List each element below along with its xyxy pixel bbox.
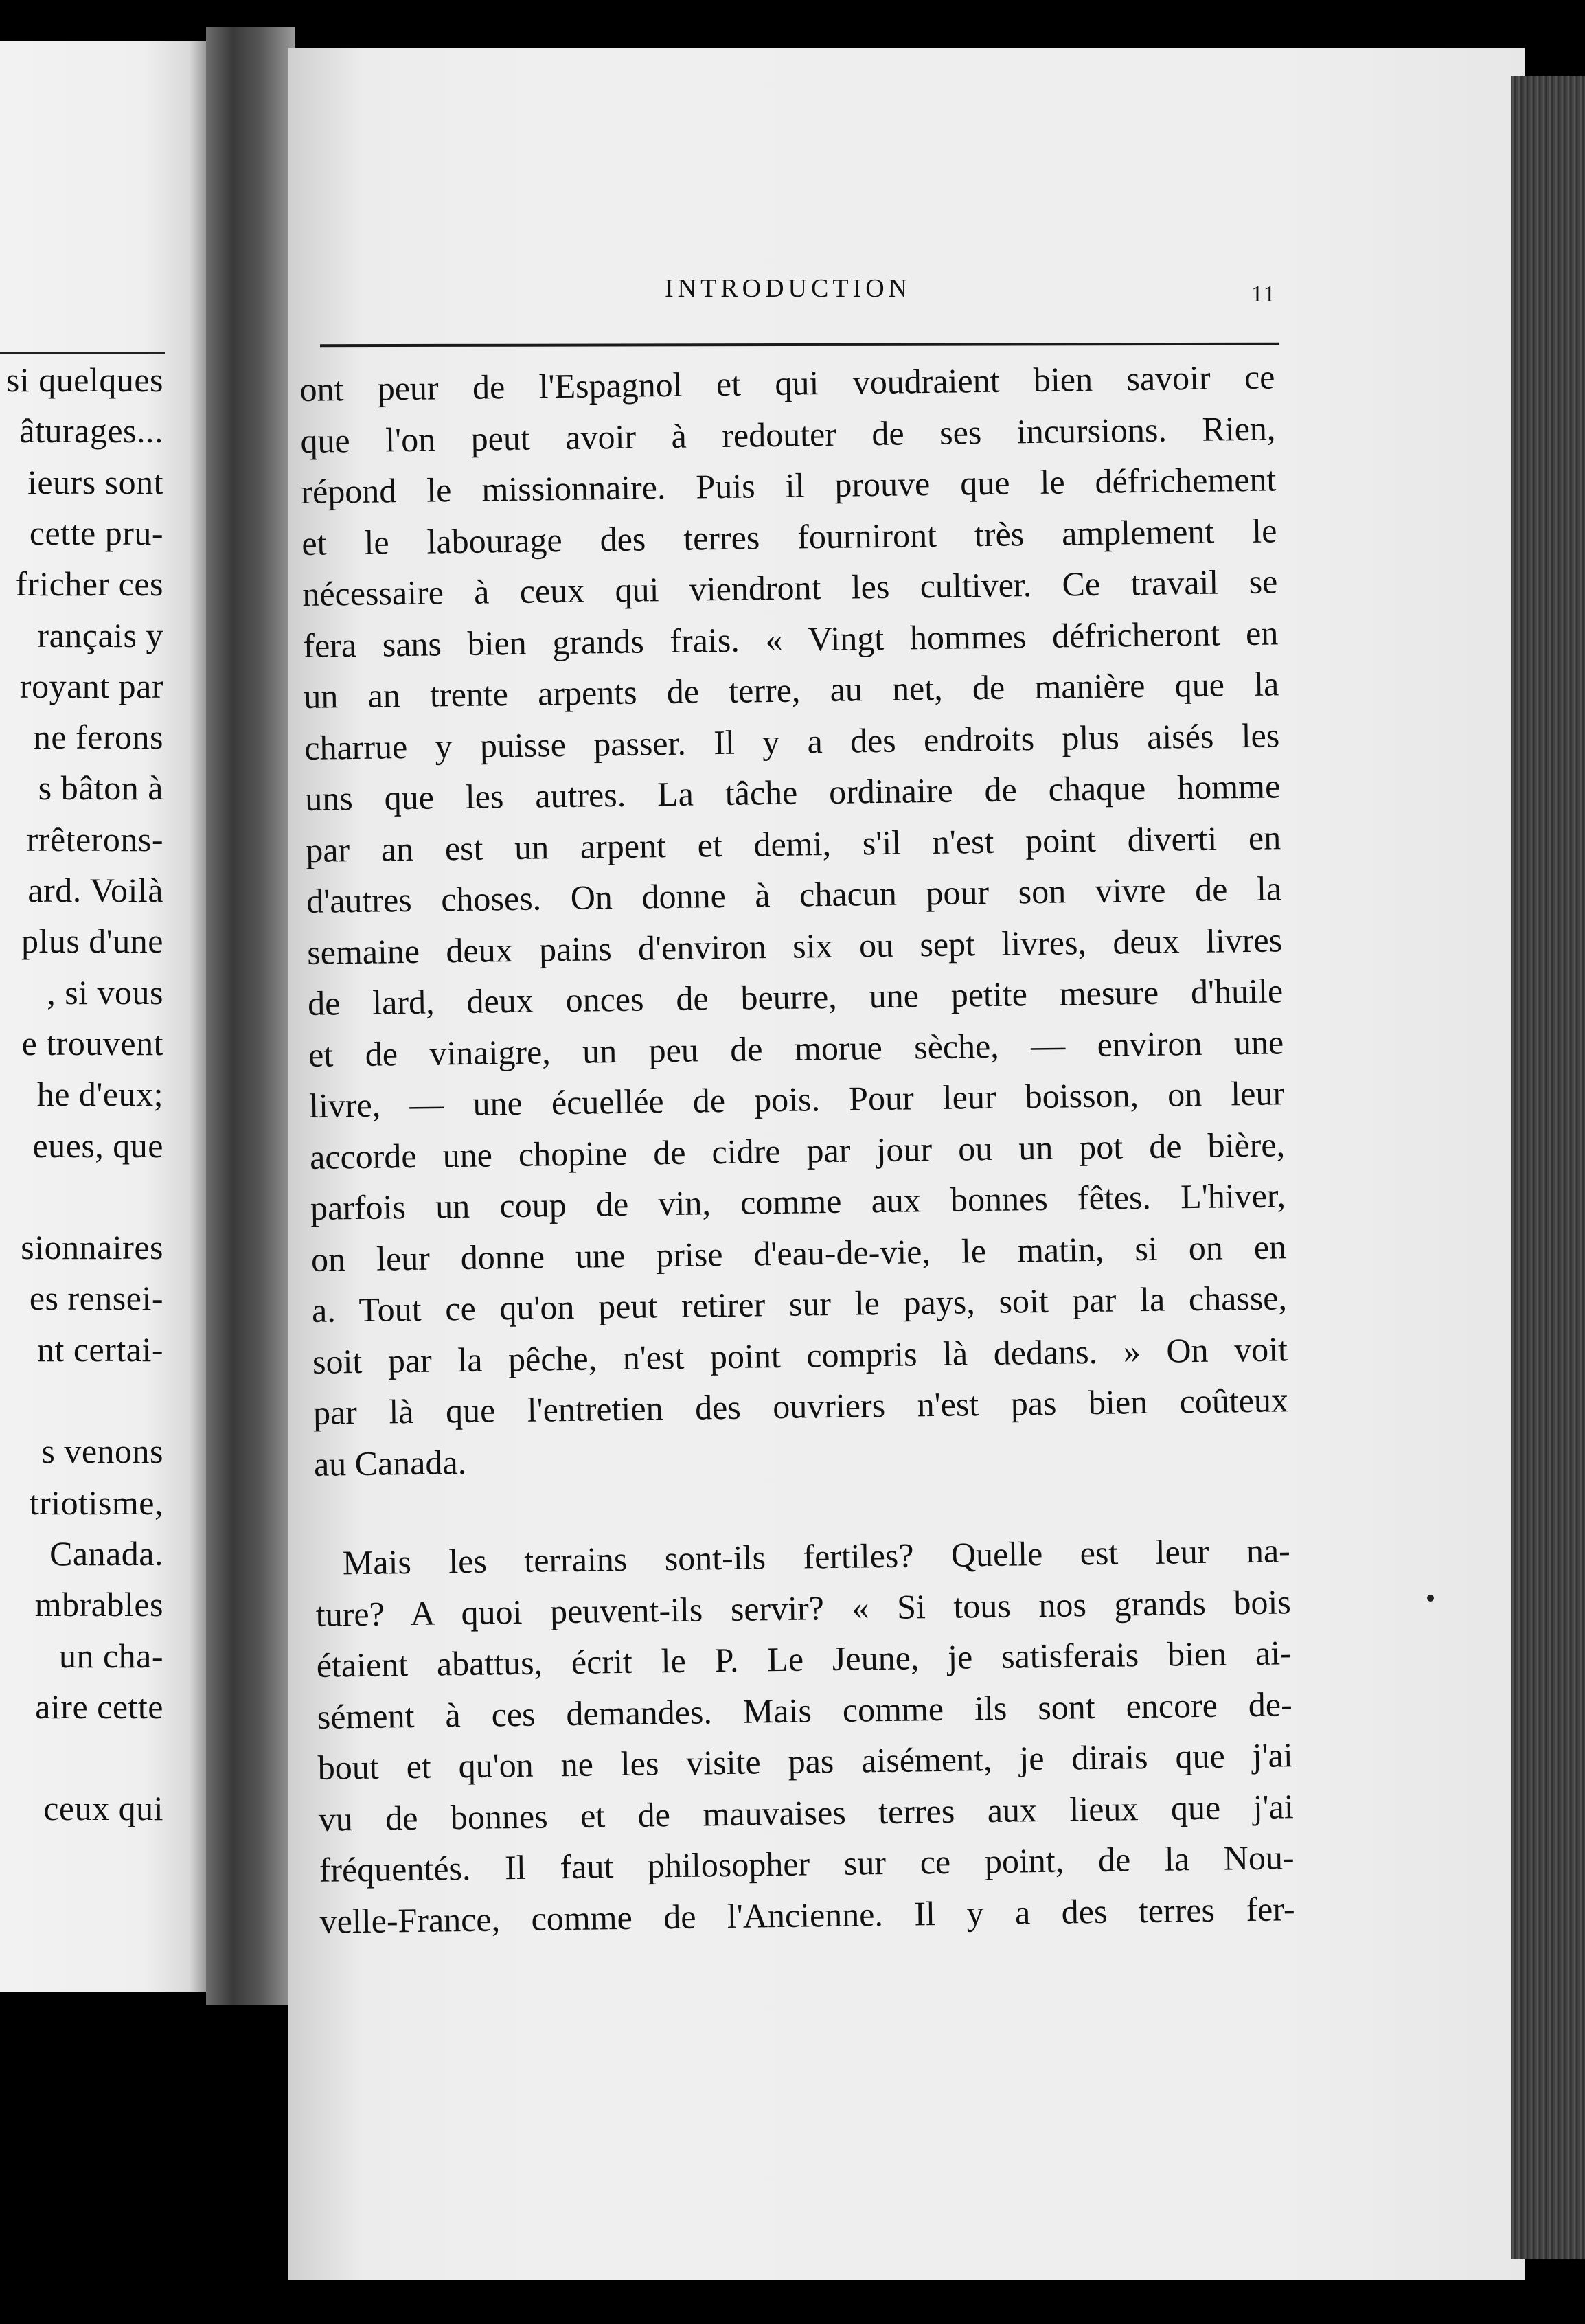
text-line: étaient abattus, écrit le P. Le Jeune, je satisferais bien ai- [316,1633,1292,1685]
paragraph-1 [299,351,1289,1489]
previous-page-line: mbrables [34,1585,163,1624]
previous-page-line: royant par [19,666,163,705]
text-line: vu de bonnes et de mauvaises terres aux lieux que j'ai [318,1786,1294,1838]
previous-page-line: si quelques [5,361,163,399]
text-line: fréquentés. Il faut philosopher sur ce point, de la Nou- [319,1838,1295,1889]
text-line: et de vinaigre, un peu de morue sèche, — environ une [308,1022,1284,1074]
running-title: INTRODUCTION [665,274,912,303]
previous-page-header-rule [0,352,165,354]
previous-page-line: sionnaires [21,1228,163,1267]
previous-page-line: triotisme, [29,1483,163,1522]
previous-page-line: fricher ces [15,565,163,604]
text-line: d'autres choses. On donne à chacun pour son vivre de la [306,869,1282,920]
text-line: livre, — une écuellée de pois. Pour leur boisson, on leur [308,1073,1285,1125]
previous-page-line: nt certai- [36,1330,163,1369]
previous-page-line: aire cette [35,1687,163,1726]
text-line: répond le missionnaire. Puis il prouve que le défrichement [301,459,1277,511]
text-line: sément à ces demandes. Mais comme ils sont encore de- [317,1684,1293,1736]
previous-page-line: plus d'une [21,922,163,961]
previous-page-line: ieurs sont [27,462,163,501]
previous-page-line: cette pru- [29,513,163,552]
text-line: velle-France, comme de l'Ancienne. Il y a des terres fer- [319,1889,1295,1941]
ink-speck [1427,1595,1434,1602]
book-gutter [206,27,295,2005]
text-line: accorde une chopine de cidre par jour ou un pot de bière, [309,1124,1286,1176]
page-body [299,351,1295,1946]
paragraph-2 [315,1525,1295,1947]
previous-page-line: ceux qui [43,1789,163,1828]
text-line: de lard, deux onces de beurre, une petite mesure d'huile [307,971,1284,1023]
previous-page-line: es rensei- [29,1279,163,1318]
previous-page-line: Canada. [49,1534,163,1573]
text-line: Mais les terrains sont-ils fertiles? Quelle est leur na- [342,1531,1291,1582]
previous-page-line: s venons [41,1432,163,1471]
text-line: parfois un coup de vin, comme aux bonnes fêtes. L'hiver, [310,1176,1286,1227]
previous-page-line: rançais y [37,615,163,654]
text-line: charrue y puisse passer. Il y a des endroits plus aisés les [304,715,1280,767]
text-line: fera sans bien grands frais. « Vingt hommes défricheront en [302,613,1279,665]
text-line: nécessaire à ceux qui viendront les cultiver. Ce travail se [302,562,1278,613]
text-line: bout et qu'on ne les visite pas aisément, je dirais que j'ai [317,1735,1293,1787]
previous-page-line: ard. Voilà [27,871,163,909]
text-line: ont peur de l'Espagnol et qui voudraient bien savoir ce [299,357,1275,409]
text-line: soit par la pêche, n'est point compris là dedans. » On voit [312,1329,1288,1381]
text-line: uns que les autres. La tâche ordinaire de chaque homme [304,766,1281,818]
previous-page-line: e trouvent [21,1023,163,1062]
text-line: on leur donne une prise d'eau-de-vie, le matin, si on en [310,1227,1287,1279]
previous-page-line: , si vous [47,972,163,1012]
text-line: un an trente arpents de terre, au net, de manière que la [303,664,1279,716]
text-line: ture? A quoi peuvent-ils servir? « Si tous nos grands bois [315,1582,1292,1634]
text-line: semaine deux pains d'environ six ou sept livres, deux livres [306,920,1283,972]
previous-page-line: un cha- [58,1636,163,1675]
previous-page [0,41,206,1992]
text-line: que l'on peut avoir à redouter de ses incursions. Rien, [300,408,1276,460]
previous-page-line: he d'eux; [36,1075,163,1114]
page-number: 11 [1251,282,1277,307]
previous-page-line: âturages... [19,411,163,451]
previous-page-line: s bâton à [38,768,163,808]
previous-page-line: eues, que [32,1126,163,1165]
page-edges [1511,76,1585,2259]
text-line: au Canada. [313,1442,467,1483]
text-line: par là que l'entretien des ouvriers n'est pas bien coûteux [312,1380,1289,1432]
text-line: a. Tout ce qu'on peut retirer sur le pays, soit par la chasse, [311,1278,1288,1330]
previous-page-line: rrêterons- [26,819,163,858]
text-line: par an est un arpent et demi, s'il n'est point diverti en [305,817,1281,869]
text-line: et le labourage des terres fourniront très amplement le [301,510,1277,562]
previous-page-line: ne ferons [33,718,163,757]
